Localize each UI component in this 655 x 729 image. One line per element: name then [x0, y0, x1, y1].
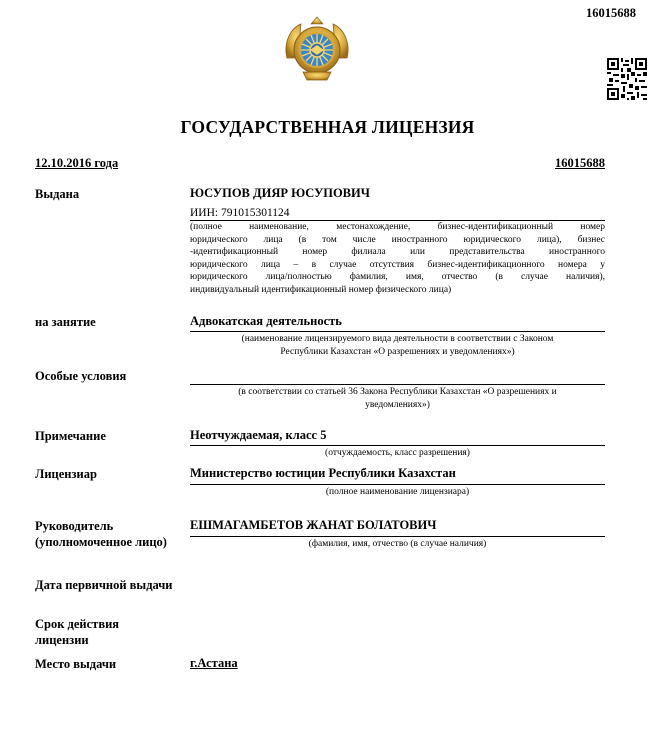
issued-note-line: юридического лица/полностью фамилия, имя, отчество (в случае наличия),: [190, 272, 605, 283]
license-number: 16015688: [555, 156, 605, 170]
activity-note: [190, 333, 605, 359]
validity-label-line: Срок действия: [35, 617, 120, 631]
issued-note-line: (полное наименование, местонахождение, бизнес-идентификационный номер: [190, 222, 605, 232]
conditions-note-line: уведомлениях»): [365, 400, 430, 411]
activity-note-line: (наименование лицензируемого вида деятельности в соответствии с Законом: [241, 334, 554, 344]
issued-note-line: индивидуальный идентификационный номер физического лица): [190, 284, 452, 295]
divider: [190, 331, 605, 332]
page-title: ГОСУДАРСТВЕННАЯ ЛИЦЕНЗИЯ: [180, 117, 475, 137]
remark-label: Примечание: [35, 429, 106, 443]
validity-label: [35, 616, 119, 648]
issued-note-line: юридического лица (в том числе иностранного юридического лица), бизнес: [190, 234, 605, 245]
issued-note-line: -идентификационный номер филиала или представительства иностранного: [190, 247, 605, 258]
head-label: [35, 518, 167, 550]
licensee-iin: ИИН: 791015301124: [190, 207, 290, 219]
issued-label: Выдана: [35, 187, 80, 201]
issued-note: [190, 221, 605, 297]
activity-note-line: Республики Казахстан «О разрешениях и уведомлениях»): [280, 347, 515, 358]
licensor-value: Министерство юстиции Республики Казахстан: [190, 466, 456, 480]
place-label: Место выдачи: [35, 657, 117, 671]
activity-label: на занятие: [35, 315, 96, 329]
conditions-label: Особые условия: [35, 369, 127, 383]
remark-value: Неотчуждаемая, класс 5: [190, 428, 327, 442]
divider: [190, 536, 605, 537]
divider: [190, 445, 605, 446]
document-number-top: 16015688: [586, 6, 636, 20]
divider: [190, 384, 605, 385]
licensor-note: (полное наименование лицензиара): [325, 487, 470, 497]
head-label-line: (уполномоченное лицо): [35, 535, 167, 549]
place-value: г.Астана: [190, 656, 238, 670]
conditions-note-line: (в соответствии со статьей 36 Закона Республики Казахстан «О разрешениях и: [238, 387, 557, 397]
conditions-note: [190, 386, 605, 412]
first-issue-label: Дата первичной выдачи: [35, 578, 173, 592]
kazakhstan-state-emblem-icon: [281, 14, 353, 84]
head-value: ЕШМАГАМБЕТОВ ЖАНАТ БОЛАТОВИЧ: [190, 518, 437, 532]
licensee-name: ЮСУПОВ ДИЯР ЮСУПОВИЧ: [190, 186, 370, 200]
qr-code-icon: [607, 58, 647, 100]
head-note: (фамилия, имя, отчество (в случае наличия): [308, 539, 487, 549]
activity-value: Адвокатская деятельность: [190, 314, 342, 328]
head-label-line: Руководитель: [35, 519, 114, 533]
issue-date: 12.10.2016 года: [35, 156, 119, 170]
licensor-label: Лицензиар: [35, 467, 97, 481]
issued-note-line: юридического лица – в случае отсутствия бизнес-идентификационного номера у: [190, 259, 605, 270]
validity-label-line: лицензии: [35, 633, 89, 647]
remark-note: (отчуждаемость, класс разрешения): [325, 448, 470, 458]
divider: [190, 484, 605, 485]
